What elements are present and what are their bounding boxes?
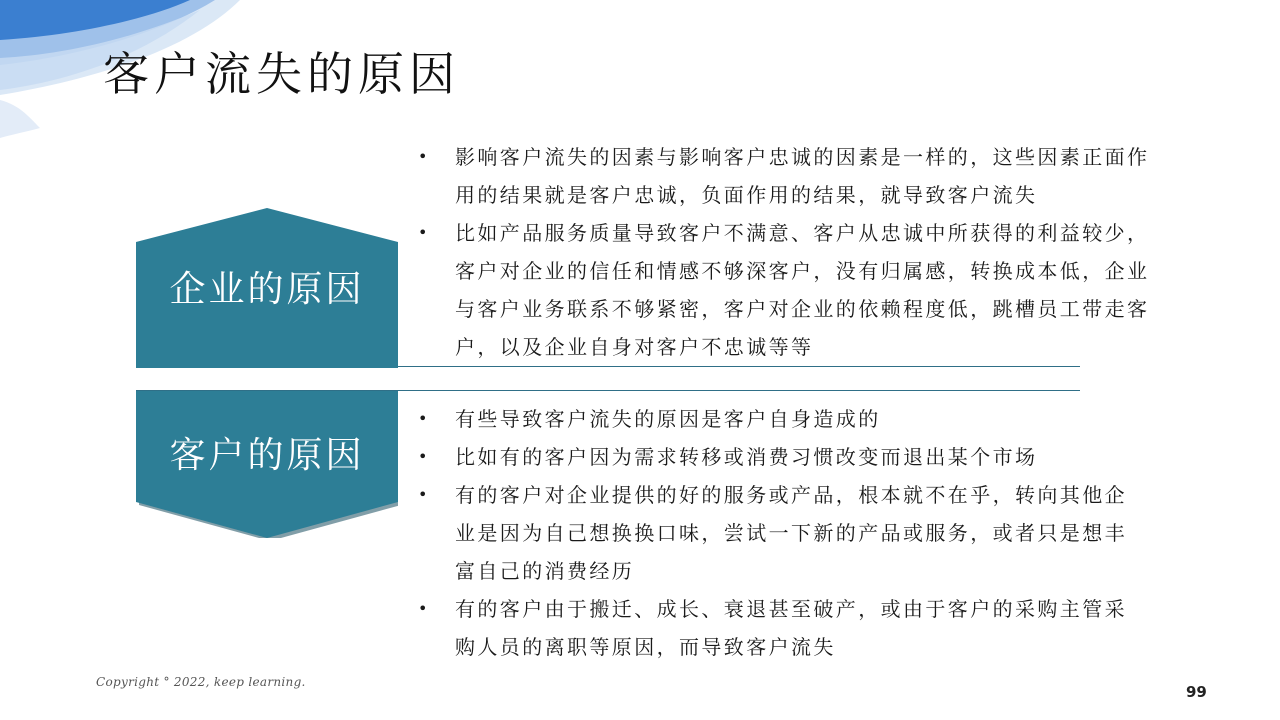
list-item (418, 214, 1158, 366)
bullet-dot-icon: • (418, 485, 430, 504)
section-divider (136, 390, 1080, 391)
bullet-text: 有的客户对企业提供的好的服务或产品，根本就不在乎，转向其他企业是因为自己想换换口味，尝试一下新的产品或服务，或者只是想丰富自己的消费经历 (455, 483, 1127, 583)
bullet-text: 有的客户由于搬迁、成长、衰退甚至破产，或由于客户的采购主管采购人员的离职等原因，而导致客户流失 (455, 597, 1127, 659)
section-divider (398, 366, 1080, 367)
page-number: 99 (1186, 683, 1207, 701)
bullet-dot-icon: • (418, 599, 430, 618)
bullet-dot-icon: • (418, 223, 430, 242)
slide-title: 客户流失的原因 (103, 47, 460, 101)
section-label-customer: 客户的原因 (169, 435, 365, 476)
list-item (418, 138, 1158, 214)
copyright-footer: Copyright ° 2022, keep learning. (96, 675, 306, 689)
list-item (418, 400, 1138, 438)
list-item (418, 476, 1138, 590)
bullet-text: 有些导致客户流失的原因是客户自身造成的 (455, 407, 881, 431)
bullet-list-enterprise (418, 138, 1158, 366)
bullet-dot-icon: • (418, 409, 430, 428)
list-item (418, 438, 1138, 476)
bullet-text: 影响客户流失的因素与影响客户忠诚的因素是一样的，这些因素正面作用的结果就是客户忠诚，负面作用的结果，就导致客户流失 (455, 145, 1150, 207)
list-item (418, 590, 1138, 666)
bullet-dot-icon: • (418, 447, 430, 466)
bullet-text: 比如有的客户因为需求转移或消费习惯改变而退出某个市场 (455, 445, 1038, 469)
bullet-text: 比如产品服务质量导致客户不满意、客户从忠诚中所获得的利益较少，客户对企业的信任和情感不够深客户，没有归属感，转换成本低，企业与客户业务联系不够紧密，客户对企业的依赖程度低，跳槽员工带走客户，以及企业自身对客户不忠诚等等 (455, 221, 1150, 359)
bullet-list-customer (418, 400, 1138, 666)
section-label-enterprise: 企业的原因 (169, 269, 365, 310)
bullet-dot-icon: • (418, 147, 430, 166)
